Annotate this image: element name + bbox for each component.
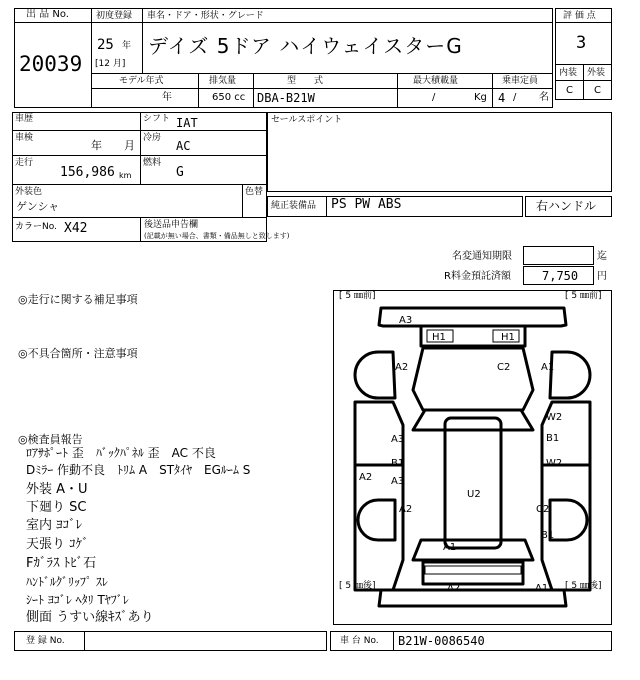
hood-outline [413, 348, 533, 410]
mileage-unit: km [119, 171, 132, 180]
roof-outline [445, 418, 501, 548]
info-divider-h2 [12, 155, 267, 156]
left-side-outline [355, 402, 403, 590]
rear-plate-outline [425, 566, 521, 574]
info-divider-v [140, 112, 141, 184]
spec-divider-3 [397, 73, 398, 108]
spec-divider-4 [492, 73, 493, 108]
lot-number: 20039 [19, 52, 83, 76]
reg-no-divider [84, 631, 85, 651]
lot-divider [14, 22, 92, 23]
left-rear-fender [358, 500, 395, 540]
steering-value: 右ハンドル [536, 199, 597, 213]
damage-mark: B1 [541, 530, 555, 541]
name-change-box [523, 246, 594, 265]
recycle-label: R料金預託済額 [444, 271, 511, 282]
ac-label: 冷房 [143, 133, 162, 143]
interior-label: 内装 [559, 68, 578, 78]
capacity-unit: 名 [539, 92, 549, 103]
header-divider-2 [91, 73, 553, 74]
recycle-unit: 円 [597, 271, 607, 282]
color-change-divider [242, 184, 243, 217]
shift-label: シフト [143, 114, 171, 124]
rating-value: 3 [576, 33, 587, 53]
chassis-no-divider [393, 631, 394, 651]
first-reg-year-unit: 年 [122, 41, 132, 51]
left-front-fender [355, 352, 395, 398]
displacement-label: 排気量 [209, 76, 237, 86]
header-divider-1 [91, 22, 553, 23]
damage-mark: B1 [391, 458, 405, 469]
inspector-line: Dﾐﾗｰ 作動不良 ﾄﾘﾑ A STﾀｲﾔ EGﾙｰﾑ S [26, 463, 251, 477]
model-year-label: モデル年式 [119, 76, 164, 86]
first-reg-divider [142, 8, 143, 73]
post-declare-note: (記載が無い場合、書類・備品無しと致します) [144, 232, 290, 240]
inspector-line: 外装 A・U [26, 482, 88, 497]
max-load-unit: Kg [474, 92, 487, 103]
damage-mark: A1 [535, 583, 549, 594]
history-label: 車歴 [15, 114, 34, 124]
tire-front-left: [ 5 ㎜前] [339, 291, 376, 301]
fuel-value: G [176, 165, 184, 180]
car-diagram [333, 290, 612, 625]
model-year-unit: 年 [162, 92, 172, 103]
inspector-line: 側面 うすい線ｷｽﾞあり [26, 610, 154, 625]
car-name: デイズ 5ドア ハイウェイスターG [148, 34, 463, 58]
right-side-outline [542, 402, 590, 590]
name-change-unit: 迄 [597, 251, 607, 262]
inspector-line: 天張り ｺｹﾞ [26, 537, 89, 552]
first-reg-month: [12 月] [95, 59, 126, 69]
equipment-divider [326, 196, 327, 217]
inspector-report-title: ◎検査員報告 [18, 433, 83, 446]
spec-divider-1 [198, 73, 199, 108]
damage-mark: H1 [432, 332, 446, 343]
tire-front-right: [ 5 ㎜前] [565, 291, 602, 301]
damage-mark: A2 [399, 504, 413, 515]
color-change-label: 色替 [245, 187, 264, 197]
displacement-value: 650 cc [212, 92, 246, 103]
inspector-line: ﾛｱｻﾎﾟｰﾄ 歪 ﾊﾞｯｸﾊﾟﾈﾙ 歪 AC 不良 [26, 446, 216, 460]
mileage-label: 走行 [15, 158, 34, 168]
max-load-slash: / [432, 92, 436, 103]
color-value: ゲンシャ [16, 200, 60, 213]
exterior-label: 外装 [587, 68, 606, 78]
car-name-label: 車名・ドア・形状・グレード [147, 11, 264, 21]
equipment-value: PS PW ABS [331, 197, 402, 212]
chassis-no-value: B21W-0086540 [398, 634, 485, 648]
damage-mark: H1 [501, 332, 515, 343]
spec-divider-2 [253, 73, 254, 108]
damage-mark: A2 [447, 583, 461, 594]
damage-mark: W2 [546, 458, 563, 469]
damage-mark: C2 [536, 504, 550, 515]
color-no-value: X42 [64, 221, 88, 236]
model-code-value: DBA-B21W [257, 91, 315, 105]
tire-rear-right: [ 5 ㎜後] [565, 581, 602, 591]
inspector-line: 下廻り SC [26, 500, 87, 515]
name-change-label: 名変通知期限 [452, 251, 512, 262]
damage-mark: B1 [546, 433, 560, 444]
damage-mark: A3 [391, 476, 405, 487]
rating-divider-1 [555, 22, 612, 23]
driving-notes-title: ◎走行に関する補足事項 [18, 293, 138, 306]
inspector-line: 室内 ﾖｺﾞﾚ [26, 518, 83, 533]
damage-mark: A2 [359, 472, 373, 483]
shift-value: IAT [176, 116, 198, 130]
fuel-label: 燃料 [143, 158, 162, 168]
damage-mark: U2 [467, 489, 481, 500]
recycle-amount: 7,750 [542, 269, 579, 283]
inspector-line: ｼｰﾄ ﾖｺﾞﾚ ﾍﾀﾘ Tﾔﾌﾞﾚ [26, 593, 129, 607]
capacity-value: 4 [498, 91, 506, 105]
damage-mark: C2 [497, 362, 511, 373]
rating-divider-v [583, 64, 584, 100]
exterior-grade: C [594, 85, 601, 96]
color-no-divider [140, 217, 141, 242]
inspection-label: 車検 [15, 133, 34, 143]
equipment-label: 純正装備品 [271, 201, 317, 211]
windshield-outline [413, 410, 533, 430]
reg-no-label: 登 録 No. [26, 636, 65, 646]
damage-mark: A1 [541, 362, 555, 373]
capacity-label: 乗車定員 [502, 76, 539, 86]
inspection-year: 年 [91, 139, 102, 152]
rating-label: 評 価 点 [563, 11, 596, 21]
defects-notes-title: ◎不具合箇所・注意事項 [18, 347, 138, 360]
rear-hatch-outline [423, 562, 523, 584]
mileage-value: 156,986 [60, 165, 115, 180]
first-reg-year: 25 [97, 37, 114, 53]
right-rear-fender [550, 500, 587, 540]
chassis-no-label: 車 台 No. [340, 636, 379, 646]
damage-mark: A2 [395, 362, 409, 373]
max-load-label: 最大積載量 [413, 76, 459, 86]
interior-grade: C [566, 85, 573, 96]
info-divider-h3 [12, 184, 267, 185]
tire-rear-left: [ 5 ㎜後] [339, 581, 376, 591]
right-front-fender [550, 352, 590, 398]
model-code-label: 型 式 [287, 76, 324, 86]
rear-window-outline [413, 540, 533, 560]
damage-mark: A3 [391, 434, 405, 445]
lot-label: 出 品 No. [26, 9, 69, 20]
color-label: 外装色 [15, 187, 43, 197]
damage-mark: W2 [546, 412, 563, 423]
header-divider-3 [91, 88, 553, 89]
sales-point-label: セールスポイント [271, 115, 343, 125]
info-divider-h1 [12, 130, 267, 131]
inspector-line: ﾊﾝﾄﾞﾙｸﾞﾘｯﾌﾟ ｽﾚ [26, 575, 108, 589]
first-reg-label: 初度登録 [96, 11, 133, 21]
damage-mark: A3 [399, 315, 413, 326]
color-no-label: カラーNo. [15, 222, 57, 232]
damage-mark: A1 [443, 542, 457, 553]
inspector-line: Fｶﾞﾗｽ ﾄﾋﾞ石 [26, 556, 97, 571]
post-declare-label: 後送品申告欄 [144, 220, 199, 230]
capacity-slash: / [513, 92, 517, 103]
inspection-month: 月 [124, 139, 135, 152]
ac-value: AC [176, 139, 191, 153]
